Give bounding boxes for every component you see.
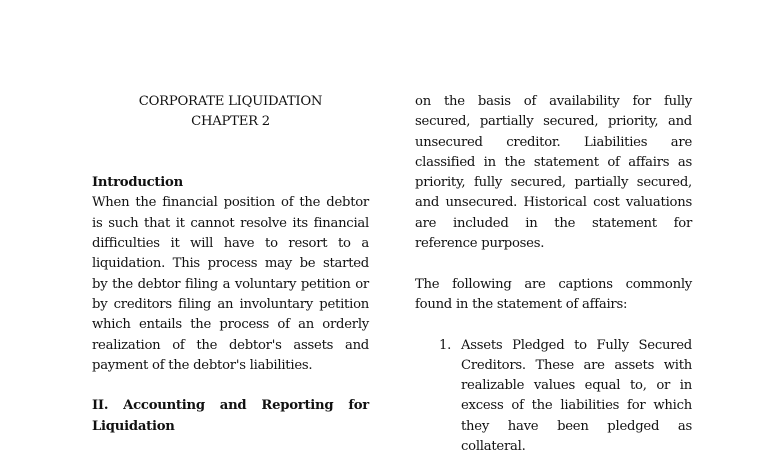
list-item bbox=[415, 336, 692, 457]
list-item-number: 1. bbox=[439, 337, 452, 353]
introduction-paragraph: When the financial position of the debtor is such that it cannot resolve its financial difficulties it will have to resort to a liquidation. This process may be started by the debtor filing a voluntary petition or by creditors filing an involuntary petition which entails the process of an orderly realization of the debtor's assets and payment of the debtor's liabilities. bbox=[92, 195, 369, 373]
captions-list bbox=[415, 336, 692, 457]
right-column bbox=[415, 92, 692, 457]
document-title-line2: CHAPTER 2 bbox=[191, 114, 270, 130]
spacer bbox=[92, 376, 369, 396]
document-title-line1: CORPORATE LIQUIDATION bbox=[138, 94, 323, 109]
right-paragraph-1: on the basis of availability for fully secured, partially secured, priority, and unsecured creditor. Liabilities are classified in the statement of affairs as priority, fully secured, partially secured, and unsecured. Historical cost valuations are included in the statement for reference purposes. bbox=[415, 94, 692, 252]
spacer bbox=[92, 133, 369, 174]
left-column bbox=[92, 92, 369, 437]
right-paragraph-2: The following are captions commonly found in the statement of affairs: bbox=[415, 276, 692, 312]
spacer bbox=[415, 254, 692, 274]
spacer bbox=[415, 315, 692, 335]
list-item-text: Assets Pledged to Fully Secured Creditors. These are assets with realizable values equal to, or in excess of the liabilities for which they have been pledged as collateral. bbox=[461, 337, 692, 455]
section2-heading: II. Accounting and Reporting for Liquidation bbox=[92, 398, 369, 434]
introduction-heading: Introduction bbox=[92, 175, 183, 191]
